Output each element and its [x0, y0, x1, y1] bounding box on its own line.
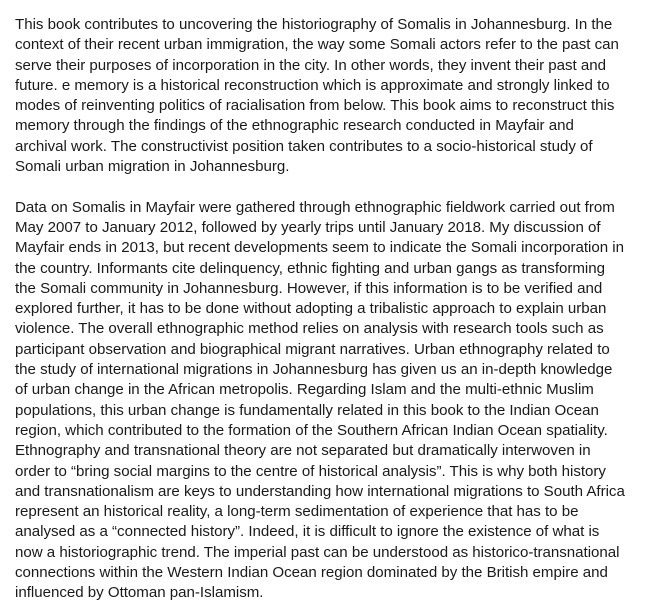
text-line: violence. The overall ethnographic method relies on analysis with research tools such as [15, 320, 604, 338]
text-line: analysed as a “connected history”. Indeed, it is difficult to ignore the existence of what is [15, 523, 600, 541]
text-line: Ethnography and transnational theory are not separated but dramatically interwoven in [15, 442, 591, 460]
text-line: region, which contributed to the formation of the Southern African Indian Ocean spatiality. [15, 421, 608, 439]
text-line: archival work. The constructivist position taken contributes to a socio-historical study of [15, 137, 593, 155]
text-line: serve their purposes of incorporation in the city. In other words, they invent their past and [15, 56, 607, 74]
text-line: participant observation and biographical migrant narratives. Urban ethnography related to [15, 340, 610, 358]
text-line: populations, this urban change is fundamentally related in this book to the Indian Ocean [15, 401, 599, 419]
paragraph-methodology [15, 198, 658, 604]
document-page [15, 15, 658, 604]
text-line: memory through the findings of the ethnographic research conducted in Mayfair and [15, 117, 574, 135]
text-line: the study of international migrations in Johannesburg has given us an in-depth knowledge [15, 361, 613, 379]
text-line: now a historiographic trend. The imperial past can be understood as historico-transnational [15, 543, 620, 561]
text-line: context of their recent urban immigration, the way some Somali actors refer to the past can [15, 36, 619, 54]
text-line: the Somali community in Johannesburg. However, if this information is to be verified and [15, 279, 603, 297]
text-line: order to “bring social margins to the centre of historical analysis”. This is why both history [15, 462, 606, 480]
text-line: This book contributes to uncovering the historiography of Somalis in Johannesburg. In the [15, 16, 613, 33]
text-line: explored further, it has to be done without adopting a tribalistic approach to explain urban [15, 300, 607, 318]
text-line: connections within the Western Indian Ocean region dominated by the British empire and [15, 564, 608, 582]
text-line: May 2007 to January 2012, followed by yearly trips until January 2018. My discussion of [15, 218, 601, 236]
text-line: influenced by Ottoman pan-Islamism. [15, 584, 264, 602]
text-line: Data on Somalis in Mayfair were gathered through ethnographic fieldwork carried out from [15, 198, 615, 216]
paragraph-intro [15, 15, 658, 177]
text-line: Somali urban migration in Johannesburg. [15, 158, 290, 176]
text-line: Mayfair ends in 2013, but recent developments seem to indicate the Somali incorporation in [15, 239, 625, 257]
text-line: and transnationalism are keys to understanding how international migrations to South Africa [15, 482, 625, 500]
text-line: represent an historical reality, a long-term sedimentation of experience that has to be [15, 503, 579, 521]
text-line: future. e memory is a historical reconstruction which is approximate and strongly linked to [15, 76, 610, 94]
text-line: the country. Informants cite delinquency, ethnic fighting and urban gangs as transforming [15, 259, 606, 277]
text-line: modes of reinventing politics of racialisation from below. This book aims to reconstruct this [15, 97, 615, 115]
paragraph-spacer [15, 177, 658, 197]
text-line: of urban change in the African metropolis. Regarding Islam and the multi-ethnic Muslim [15, 381, 594, 399]
